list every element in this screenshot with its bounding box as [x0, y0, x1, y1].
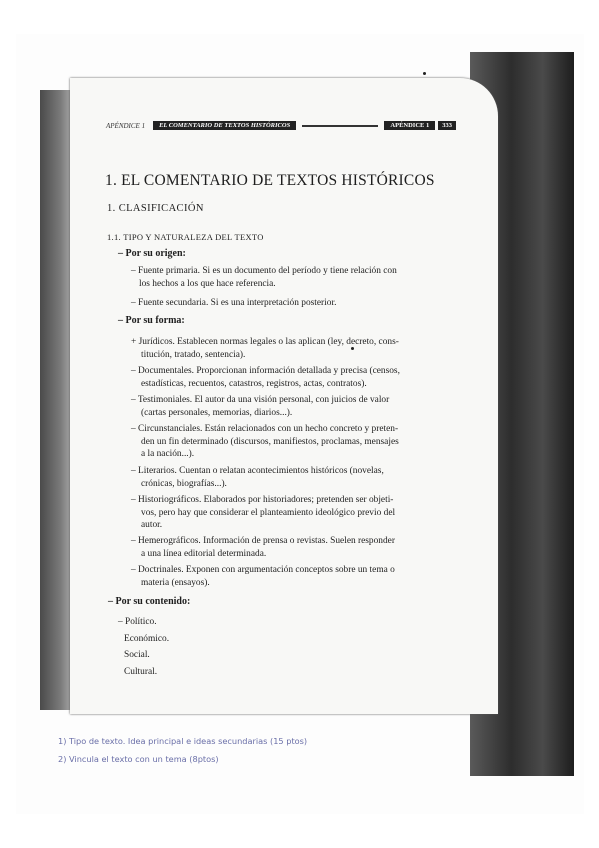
speck — [351, 347, 354, 350]
main-title: 1. EL COMENTARIO DE TEXTOS HISTÓRICOS — [105, 172, 435, 189]
forma-item-line: estadísticas, recuentos, catastros, registros, actas, contratos). — [141, 378, 367, 389]
origen-item-line: – Fuente primaria. Si es un documento del período y tiene relación con — [131, 266, 397, 276]
header-title: EL COMENTARIO DE TEXTOS HISTÓRICOS — [153, 121, 296, 130]
header-rule — [302, 125, 378, 127]
contenido-item: – Político. — [118, 617, 157, 627]
forma-item-literarios — [131, 465, 384, 490]
origen-heading: – Por su origen: — [118, 248, 186, 259]
origen-item-primary — [131, 265, 397, 290]
forma-heading: – Por su forma: — [118, 315, 185, 326]
forma-item-line: materia (ensayos). — [141, 577, 210, 588]
speck — [423, 72, 426, 75]
forma-item-line: – Hemerográficos. Información de prensa o revistas. Suelen responder — [131, 536, 395, 546]
forma-item-line: – Documentales. Proporcionan información detallada y precisa (censos, — [131, 366, 400, 376]
origen-item-secondary — [131, 297, 336, 310]
forma-item-line: a la nación...). — [141, 449, 195, 459]
running-header — [106, 120, 456, 131]
forma-item-doctrinales — [131, 564, 395, 589]
handwritten-line: 1) Tipo de texto. Idea principal e ideas secundarias (15 ptos) — [58, 736, 308, 746]
header-left-text: APÉNDICE 1 — [106, 121, 146, 130]
origen-item-line: los hechos a los que hace referencia. — [139, 278, 276, 289]
forma-item-line: den un fin determinado (discursos, manifiestos, proclamas, mensajes — [141, 436, 399, 447]
contenido-item: Económico. — [124, 633, 170, 644]
forma-item-line: a una línea editorial determinada. — [141, 548, 267, 559]
forma-item-testimoniales — [131, 394, 389, 419]
page-number: 333 — [438, 121, 456, 130]
forma-item-documentales — [131, 365, 400, 390]
contenido-heading: – Por su contenido: — [108, 596, 191, 607]
section-title: 1. CLASIFICACIÓN — [107, 203, 204, 214]
forma-item-line: + Jurídicos. Establecen normas legales o las aplican (ley, decreto, cons- — [131, 337, 399, 347]
forma-item-line: crónicas, biografías...). — [141, 478, 227, 489]
header-appendix: APÉNDICE 1 — [384, 121, 435, 130]
handwritten-line: 2) Vincula el texto con un tema (8ptos) — [58, 754, 219, 764]
forma-item-line: – Circunstanciales. Están relacionados con un hecho concreto y preten- — [131, 424, 399, 434]
forma-item-line: – Literarios. Cuentan o relatan acontecimientos históricos (novelas, — [131, 466, 384, 476]
contenido-list — [118, 614, 169, 680]
forma-item-line: – Testimoniales. El autor da una visión personal, con juicios de valor — [131, 395, 390, 405]
scan-shadow-left — [40, 90, 74, 710]
forma-item-circunstanciales — [131, 423, 399, 461]
contenido-item: Cultural. — [124, 666, 158, 677]
forma-item-line: – Historiográficos. Elaborados por historiadores; pretenden ser objeti- — [131, 495, 394, 505]
contenido-item: Social. — [124, 650, 150, 660]
forma-item-line: – Doctrinales. Exponen con argumentación conceptos sobre un tema o — [131, 565, 395, 575]
forma-item-juridicos — [131, 336, 399, 361]
forma-item-historiograficos — [131, 494, 395, 532]
forma-item-line: autor. — [141, 520, 163, 530]
forma-item-line: titución, tratado, sentencia). — [141, 349, 246, 360]
subsection-title: 1.1. TIPO Y NATURALEZA DEL TEXTO — [107, 232, 264, 242]
origen-item-line: – Fuente secundaria. Si es una interpretación posterior. — [131, 298, 337, 308]
forma-item-hemerograficos — [131, 535, 395, 560]
forma-item-line: (cartas personales, memorias, diarios...). — [141, 407, 293, 418]
handwritten-notes — [58, 732, 307, 768]
forma-item-line: vos, pero hay que considerar el planteamiento ideológico previo del — [141, 507, 396, 518]
